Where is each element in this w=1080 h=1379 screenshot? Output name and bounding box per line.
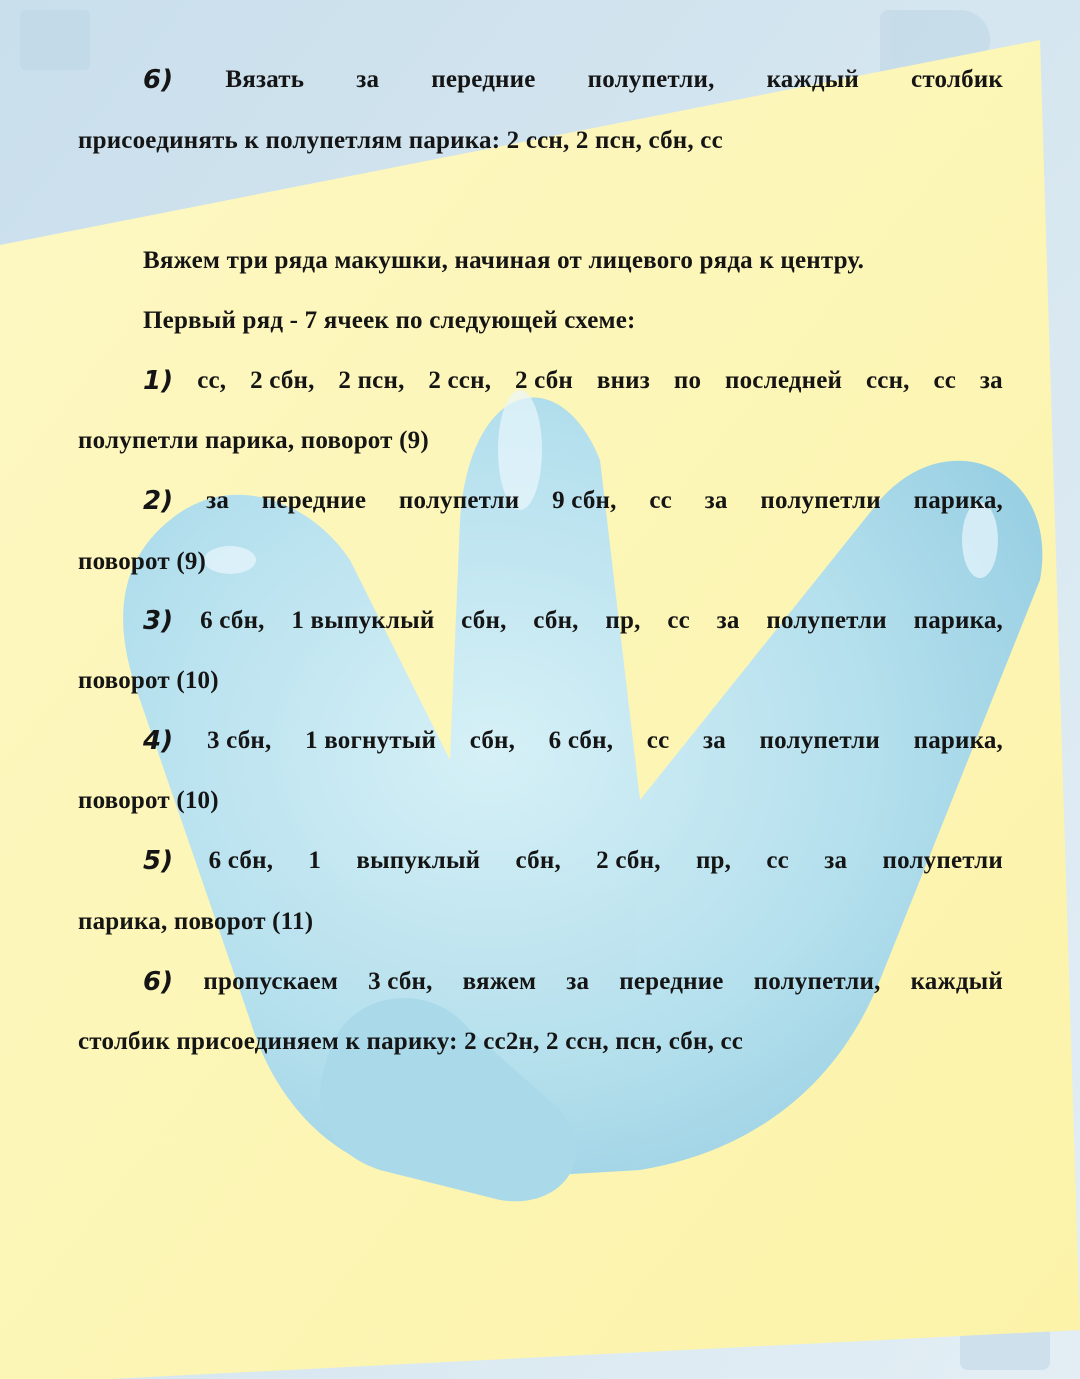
- step-number: 6): [143, 65, 174, 95]
- step1-line1: [143, 363, 1003, 399]
- word: последней: [725, 367, 843, 394]
- word: за: [979, 367, 1003, 394]
- step1-line2: полупетли парика, поворот (9): [78, 427, 429, 454]
- first-row-text: Первый ряд - 7 ячеек по следующей схеме:: [143, 307, 636, 334]
- word: 3 сбн,: [206, 727, 272, 754]
- word: парика,: [913, 487, 1003, 514]
- word: полупетли,: [753, 968, 881, 995]
- word: 6 сбн,: [208, 847, 274, 874]
- word: вниз: [596, 367, 651, 394]
- word: 1 выпуклый: [291, 607, 435, 634]
- word: за: [356, 66, 380, 93]
- step3-line2: поворот (10): [78, 667, 219, 694]
- word: за: [206, 487, 230, 514]
- word: полупетли: [882, 847, 1003, 874]
- word: сс: [646, 727, 670, 754]
- word: Вязать: [225, 66, 305, 93]
- word: выпуклый: [356, 847, 481, 874]
- step2-line2: поворот (9): [78, 548, 207, 575]
- word: пр,: [605, 607, 641, 634]
- word: 1: [308, 847, 322, 874]
- word: пропускаем: [203, 968, 339, 995]
- step2-line1: [143, 483, 1003, 519]
- word: сс,: [197, 367, 227, 394]
- step4-line2: поворот (10): [78, 787, 219, 814]
- word: за: [824, 847, 848, 874]
- word: полупетли,: [587, 66, 715, 93]
- word: 2 сбн: [514, 367, 574, 394]
- step5-line2: парика, поворот (11): [78, 908, 314, 935]
- word: вяжем: [462, 968, 537, 995]
- word: каждый: [766, 66, 860, 93]
- word: сс: [667, 607, 690, 634]
- crown-intro-text: Вяжем три ряда макушки, начиная от лицевого ряда к центру.: [143, 247, 865, 274]
- word: 6 сбн,: [200, 607, 265, 634]
- word: 2 сбн,: [250, 367, 315, 394]
- word: за: [702, 727, 726, 754]
- step3-line1: [143, 603, 1003, 639]
- word: полупетли: [398, 487, 520, 514]
- word: сбн,: [533, 607, 579, 634]
- word: каждый: [910, 968, 1003, 995]
- step-number: 1): [143, 366, 174, 396]
- word: сс: [649, 487, 672, 514]
- step4-line1: [143, 723, 1003, 759]
- word: за: [566, 968, 590, 995]
- word: сбн,: [461, 607, 507, 634]
- word: полупетли: [759, 727, 881, 754]
- word: по: [673, 367, 702, 394]
- step-number: 2): [143, 486, 174, 516]
- word: ссн,: [865, 367, 910, 394]
- word: 9 сбн,: [552, 487, 617, 514]
- word: сс: [766, 847, 789, 874]
- word: передние: [431, 66, 536, 93]
- word: за: [716, 607, 740, 634]
- word: парика,: [913, 607, 1003, 634]
- word: за: [704, 487, 728, 514]
- word: сбн,: [469, 727, 516, 754]
- word: 2 ссн,: [428, 367, 492, 394]
- p6-intro-line1: [143, 62, 1003, 98]
- step6-line2: столбик присоединяем к парику: 2 сс2н, 2 ссн, псн, сбн, сс: [78, 1028, 744, 1055]
- word: 2 псн,: [338, 367, 405, 394]
- word: передние: [261, 487, 367, 514]
- word: полупетли: [760, 487, 881, 514]
- word: 3 сбн,: [368, 968, 433, 995]
- word: 1 вогнутый: [305, 727, 437, 754]
- word: сбн,: [515, 847, 561, 874]
- word: 6 сбн,: [548, 727, 614, 754]
- step-number: 3): [143, 606, 174, 636]
- step-number: 5): [143, 846, 174, 876]
- word: 2 сбн,: [596, 847, 661, 874]
- step-number: 4): [143, 726, 174, 756]
- step-number: 6): [143, 967, 174, 997]
- word: полупетли: [766, 607, 887, 634]
- word: передние: [619, 968, 724, 995]
- step6-line1: [143, 964, 1003, 1000]
- p6-intro-line2: присоединять к полупетлям парика: 2 ссн, 2 псн, сбн, сс: [78, 127, 723, 154]
- word: столбик: [911, 66, 1003, 93]
- step5-line1: [143, 843, 1003, 879]
- word: пр,: [695, 847, 732, 874]
- word: сс: [933, 367, 957, 394]
- word: парика,: [913, 727, 1003, 754]
